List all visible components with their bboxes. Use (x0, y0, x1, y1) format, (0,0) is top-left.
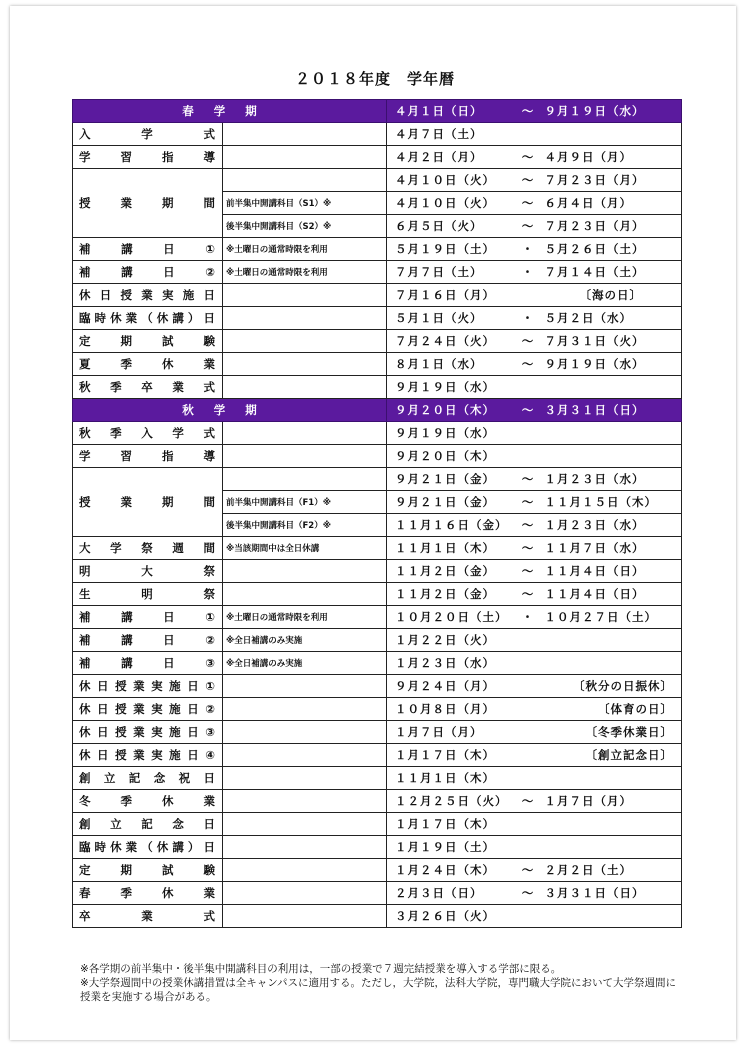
start-date: ８月１日（水） (387, 353, 515, 376)
end-date (541, 813, 682, 836)
end-date: 〔冬季休業日〕 (541, 721, 682, 744)
event-label: 学習指導 (73, 445, 223, 468)
event-note: ※全日補講のみ実施 (223, 629, 387, 652)
event-label: 補講日① (73, 606, 223, 629)
start-date: １月１７日（木） (387, 813, 515, 836)
event-note (223, 698, 387, 721)
event-label: 休日授業実施日④ (73, 744, 223, 767)
event-label: 創立記念日 (73, 813, 223, 836)
date-separator: ～ (515, 882, 541, 905)
calendar-row (73, 146, 682, 169)
end-date (541, 445, 682, 468)
event-note (223, 583, 387, 606)
event-note (223, 307, 387, 330)
date-separator: ～ (515, 790, 541, 813)
end-date: ３月３１日（日） (541, 882, 682, 905)
event-note (223, 146, 387, 169)
event-label: 夏季休業 (73, 353, 223, 376)
academic-calendar-table (72, 99, 682, 928)
event-label: 生明祭 (73, 583, 223, 606)
start-date: １月２２日（火） (387, 629, 515, 652)
date-separator: ～ (515, 514, 541, 537)
end-date: １１月４日（日） (541, 560, 682, 583)
start-date: ７月７日（土） (387, 261, 515, 284)
end-date (541, 376, 682, 399)
event-label: 休日授業実施日① (73, 675, 223, 698)
event-note (223, 284, 387, 307)
event-label: 補講日② (73, 261, 223, 284)
event-label: 秋季入学式 (73, 422, 223, 445)
calendar-row (73, 744, 682, 767)
event-note (223, 744, 387, 767)
end-date: １月２３日（水） (541, 468, 682, 491)
calendar-row (73, 859, 682, 882)
date-separator (515, 445, 541, 468)
footnote: ※各学期の前半集中・後半集中開講科目の利用は，一部の授業で７週完結授業を導入する学部に限る。 (80, 963, 562, 975)
start-date: １月２３日（水） (387, 652, 515, 675)
date-separator: ～ (515, 468, 541, 491)
term-header-row (73, 399, 682, 422)
calendar-row (73, 537, 682, 560)
event-note (223, 905, 387, 928)
event-note: ※全日補講のみ実施 (223, 652, 387, 675)
start-date: ９月１９日（水） (387, 422, 515, 445)
event-note: 後半集中開講科目（S2）※ (223, 215, 387, 238)
date-separator: ～ (515, 491, 541, 514)
calendar-row (73, 238, 682, 261)
end-date: ４月９日（月） (541, 146, 682, 169)
date-separator: ・ (515, 238, 541, 261)
event-label: 春季休業 (73, 882, 223, 905)
end-date: 〔秋分の日振休〕 (541, 675, 682, 698)
event-note (223, 675, 387, 698)
start-date: ７月１６日（月） (387, 284, 515, 307)
footnote: ※大学祭週間中の授業休講措置は全キャンパスに適用する。ただし，大学院，法科大学院，専門職大学院において大学祭週間に授業を実施する場合がある。 (80, 977, 677, 1003)
start-date: ９月２１日（金） (387, 468, 515, 491)
end-date: １０月２７日（土） (541, 606, 682, 629)
date-separator (515, 698, 541, 721)
date-separator (515, 284, 541, 307)
date-separator: ～ (515, 215, 541, 238)
end-date: ９月１９日（水） (541, 100, 682, 123)
end-date: 〔体育の日〕 (541, 698, 682, 721)
event-label: 授業期間 (73, 169, 223, 238)
calendar-row (73, 882, 682, 905)
end-date (541, 123, 682, 146)
calendar-row (73, 445, 682, 468)
event-note: 前半集中開講科目（F1）※ (223, 491, 387, 514)
event-label: 学習指導 (73, 146, 223, 169)
event-label: 授業期間 (73, 468, 223, 537)
date-separator: ～ (515, 859, 541, 882)
calendar-row (73, 307, 682, 330)
calendar-row (73, 169, 682, 192)
date-separator: ～ (515, 169, 541, 192)
event-note: ※土曜日の通常時限を利用 (223, 606, 387, 629)
event-note (223, 721, 387, 744)
start-date: １１月１日（木） (387, 537, 515, 560)
start-date: ４月１０日（火） (387, 192, 515, 215)
start-date: １０月２０日（土） (387, 606, 515, 629)
date-separator: ～ (515, 330, 541, 353)
start-date: ４月７日（土） (387, 123, 515, 146)
event-label: 臨時休業（休講）日 (73, 307, 223, 330)
date-separator (515, 629, 541, 652)
start-date: １月７日（月） (387, 721, 515, 744)
end-date: 〔創立記念日〕 (541, 744, 682, 767)
date-separator (515, 836, 541, 859)
date-separator: ～ (515, 560, 541, 583)
event-label: 定期試験 (73, 330, 223, 353)
event-note: 後半集中開講科目（F2）※ (223, 514, 387, 537)
date-separator (515, 675, 541, 698)
date-separator: ～ (515, 537, 541, 560)
calendar-row (73, 905, 682, 928)
start-date: ２月３日（日） (387, 882, 515, 905)
event-note (223, 376, 387, 399)
end-date (541, 422, 682, 445)
start-date: １０月８日（月） (387, 698, 515, 721)
date-separator: ～ (515, 399, 541, 422)
event-note (223, 353, 387, 376)
end-date: ５月２６日（土） (541, 238, 682, 261)
event-note (223, 790, 387, 813)
event-label: 休日授業実施日③ (73, 721, 223, 744)
date-separator (515, 905, 541, 928)
page-title: ２０１８年度 学年暦 (294, 70, 455, 88)
term-header-label: 秋学期 (73, 399, 387, 422)
start-date: ５月１日（火） (387, 307, 515, 330)
start-date: １月２４日（木） (387, 859, 515, 882)
date-separator (515, 813, 541, 836)
event-label: 大学祭週間 (73, 537, 223, 560)
date-separator (515, 744, 541, 767)
start-date: ９月２０日（木） (387, 399, 515, 422)
end-date: ７月２３日（月） (541, 215, 682, 238)
start-date: １１月２日（金） (387, 560, 515, 583)
date-separator (515, 376, 541, 399)
start-date: １１月１日（木） (387, 767, 515, 790)
end-date: １１月７日（水） (541, 537, 682, 560)
end-date: ７月２３日（月） (541, 169, 682, 192)
start-date: ４月２日（月） (387, 146, 515, 169)
event-note (223, 468, 387, 491)
calendar-row (73, 790, 682, 813)
event-label: 臨時休業（休講）日 (73, 836, 223, 859)
end-date: １月７日（月） (541, 790, 682, 813)
end-date (541, 836, 682, 859)
event-label: 補講日③ (73, 652, 223, 675)
date-separator: ～ (515, 100, 541, 123)
calendar-row (73, 284, 682, 307)
event-note (223, 422, 387, 445)
event-label: 定期試験 (73, 859, 223, 882)
event-label: 入学式 (73, 123, 223, 146)
end-date: １１月１５日（木） (541, 491, 682, 514)
event-note (223, 560, 387, 583)
end-date: ３月３１日（日） (541, 399, 682, 422)
calendar-row (73, 813, 682, 836)
start-date: ７月２４日（火） (387, 330, 515, 353)
event-note: ※当該期間中は全日休講 (223, 537, 387, 560)
event-note: 前半集中開講科目（S1）※ (223, 192, 387, 215)
start-date: １月１９日（土） (387, 836, 515, 859)
end-date: ７月３１日（火） (541, 330, 682, 353)
start-date: １２月２５日（火） (387, 790, 515, 813)
end-date: ５月２日（水） (541, 307, 682, 330)
date-separator: ～ (515, 353, 541, 376)
date-separator (515, 652, 541, 675)
start-date: １１月１６日（金） (387, 514, 515, 537)
start-date: ９月１９日（水） (387, 376, 515, 399)
date-separator (515, 767, 541, 790)
calendar-row (73, 583, 682, 606)
start-date: ９月２４日（月） (387, 675, 515, 698)
calendar-row (73, 606, 682, 629)
calendar-row (73, 560, 682, 583)
calendar-row (73, 330, 682, 353)
calendar-row (73, 376, 682, 399)
start-date: ６月５日（火） (387, 215, 515, 238)
event-label: 補講日② (73, 629, 223, 652)
end-date: ６月４日（月） (541, 192, 682, 215)
event-label: 補講日① (73, 238, 223, 261)
date-separator (515, 721, 541, 744)
start-date: ４月１日（日） (387, 100, 515, 123)
date-separator (515, 123, 541, 146)
end-date: １月２３日（水） (541, 514, 682, 537)
date-separator: ・ (515, 261, 541, 284)
date-separator: ～ (515, 192, 541, 215)
event-label: 休日授業実施日 (73, 284, 223, 307)
end-date (541, 629, 682, 652)
event-note (223, 330, 387, 353)
event-note (223, 813, 387, 836)
start-date: ９月２１日（金） (387, 491, 515, 514)
calendar-row (73, 123, 682, 146)
date-separator: ～ (515, 583, 541, 606)
calendar-row (73, 675, 682, 698)
event-note (223, 123, 387, 146)
calendar-row (73, 698, 682, 721)
calendar-row (73, 468, 682, 491)
event-label: 明大祭 (73, 560, 223, 583)
calendar-row (73, 767, 682, 790)
end-date (541, 767, 682, 790)
calendar-row (73, 353, 682, 376)
calendar-row (73, 261, 682, 284)
end-date: １１月４日（日） (541, 583, 682, 606)
event-note: ※土曜日の通常時限を利用 (223, 261, 387, 284)
event-note (223, 169, 387, 192)
event-note (223, 836, 387, 859)
calendar-body (73, 100, 682, 928)
start-date: ９月２０日（木） (387, 445, 515, 468)
event-label: 秋季卒業式 (73, 376, 223, 399)
event-label: 休日授業実施日② (73, 698, 223, 721)
event-label: 卒業式 (73, 905, 223, 928)
calendar-row (73, 629, 682, 652)
end-date: ２月２日（土） (541, 859, 682, 882)
calendar-row (73, 836, 682, 859)
calendar-row (73, 652, 682, 675)
event-note (223, 859, 387, 882)
end-date: ７月１４日（土） (541, 261, 682, 284)
start-date: １１月２日（金） (387, 583, 515, 606)
event-note (223, 882, 387, 905)
date-separator: ～ (515, 146, 541, 169)
start-date: ３月２６日（火） (387, 905, 515, 928)
date-separator: ・ (515, 307, 541, 330)
end-date (541, 905, 682, 928)
calendar-row (73, 422, 682, 445)
calendar-row (73, 721, 682, 744)
event-note: ※土曜日の通常時限を利用 (223, 238, 387, 261)
event-label: 冬季休業 (73, 790, 223, 813)
event-label: 創立記念祝日 (73, 767, 223, 790)
date-separator (515, 422, 541, 445)
end-date: 〔海の日〕 (541, 284, 682, 307)
event-note (223, 767, 387, 790)
end-date (541, 652, 682, 675)
start-date: ５月１９日（土） (387, 238, 515, 261)
end-date: ９月１９日（水） (541, 353, 682, 376)
start-date: ４月１０日（火） (387, 169, 515, 192)
term-header-label: 春学期 (73, 100, 387, 123)
date-separator: ・ (515, 606, 541, 629)
term-header-row (73, 100, 682, 123)
start-date: １月１７日（木） (387, 744, 515, 767)
event-note (223, 445, 387, 468)
footnotes (80, 962, 680, 1004)
